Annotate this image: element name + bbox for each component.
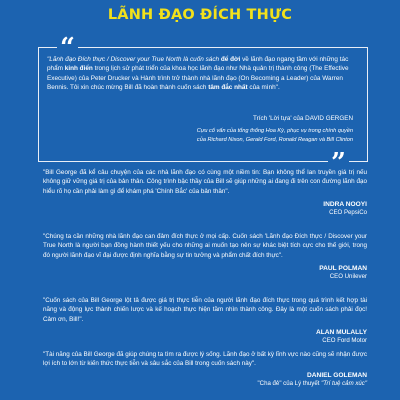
- quote-segment: của mình".: [247, 84, 280, 92]
- source-desc-line: Cựu cố vấn của tổng thống Hoa Kỳ, phục vụ trong chính quyền: [196, 128, 353, 134]
- endorser-role-italic: "Trí tuệ cảm xúc": [321, 379, 367, 387]
- quote-emphasis: kinh điển: [64, 65, 93, 73]
- endorser-role-prefix: "Cha đẻ" của Lý thuyết: [257, 379, 322, 387]
- endorser-role: [43, 380, 367, 388]
- quote-source-description: [93, 127, 353, 145]
- endorser: [43, 328, 367, 345]
- endorser-role: CEO PepsiCo: [329, 209, 367, 217]
- quote-segment: trong lịch sử phát triển của khoa học lãnh đạo như Nhà quản trị thành công (The Effective Executive) của Peter Drucker và Hành trình trở thành nhà lãnh đạo (On Becoming a Leader) của Warren Bennis. Tôi xin chúc mừng Bill đã hoàn thành cuốn sách: [47, 65, 349, 92]
- endorsement: [43, 350, 367, 388]
- quote-emphasis: tâm đắc nhất: [208, 84, 248, 92]
- quote-segment: về lãnh đạo ngang tầm với những tác phẩm: [47, 56, 349, 73]
- endorser: [43, 264, 367, 281]
- endorser-name: PAUL POLMAN: [319, 265, 367, 273]
- quote-source: Trích 'Lời tựa' của DAVID GERGEN: [253, 115, 353, 122]
- endorsement-text: "Cuốn sách của Bill George lột tả được giá trị thực tiễn của người lãnh đạo đích thực trong quá trình kết hợp tài năng và động lực thành chiến lược và kế hoạch thực hiện tầm nhìn thành công. Đây là một cuốn sách phải đọc! Cảm ơn, Bill!".: [43, 297, 367, 323]
- source-desc-line: của Richard Nixon, Gerald Ford, Ronald Reagan và Bill Clinton: [196, 136, 353, 143]
- endorsement-text: "Tài năng của Bill George đã giúp chúng ta tìm ra được lý sống. Lãnh đạo ở bất kỳ lĩnh vực nào cũng sẽ nhận được lợi ích to lớn từ kiến thức thực tiễn và sâu sắc của Bill trong cuốn sách này".: [43, 351, 367, 368]
- endorsement-text: "Chúng ta cần những nhà lãnh đạo can đảm đích thực ở mọi cấp. Cuốn sách 'Lãnh đạo Đích thực / Discover your True North là người bạn đồng hành thiết yếu cho những ai muốn tạo nên sự khác biệt tích cực cho thế giới, trong đó người lãnh đạo vĩ đại được định nghĩa bằng sự tin tưởng và phẩm chất đích thực".: [43, 233, 367, 259]
- quote-emphasis: để đời: [220, 56, 241, 63]
- endorsement-text: "Bill George đã kể câu chuyện của các nhà lãnh đạo có cùng một niềm tin: Bạn không thể lan truyền giá trị nếu không giữ vững giá trị của bản thân. Công trình bậc thầy của Bill sẽ giúp những ai đang đi trên con đường lãnh đạo hiểu rõ họ cần phải làm gì để khám phá 'Chính Bắc' của bản thân".: [43, 169, 367, 195]
- close-quote-mark: ”: [328, 155, 349, 169]
- featured-quote-text: [47, 55, 359, 93]
- endorsement: [43, 296, 367, 345]
- endorser-name: DANIEL GOLEMAN: [307, 371, 367, 379]
- endorser-name: INDRA NOOYI: [323, 201, 367, 209]
- endorsement: [43, 232, 367, 281]
- quote-segment: "Lãnh đạo Đích thực / Discover your True North là cuốn sách: [47, 56, 221, 63]
- endorser-role: CEO Ford Motor: [322, 337, 367, 345]
- endorser-role: CEO Unilever: [329, 273, 367, 281]
- page-title: LÃNH ĐẠO ĐÍCH THỰC: [107, 7, 293, 23]
- endorser-name: ALAN MULALLY: [315, 329, 367, 337]
- featured-quote-box: [38, 33, 368, 178]
- endorser: [43, 371, 367, 388]
- open-quote-mark: “: [57, 40, 78, 54]
- endorser: [43, 200, 367, 217]
- endorsement: [43, 168, 367, 217]
